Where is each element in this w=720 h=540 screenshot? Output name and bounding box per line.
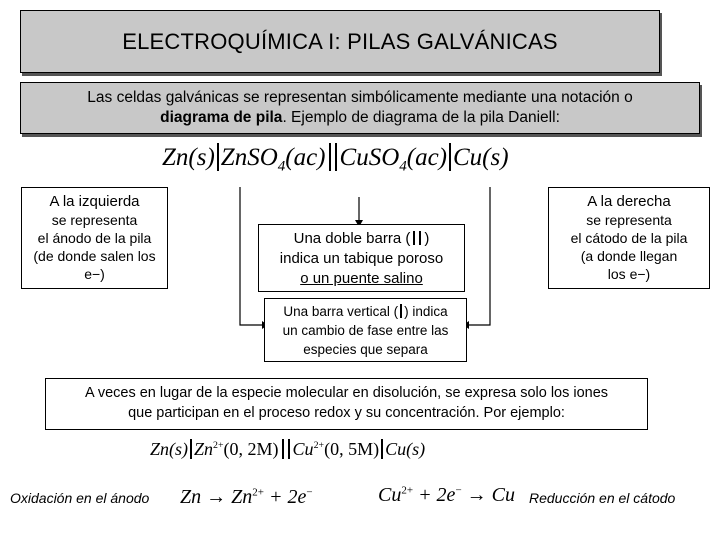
intro-bold: diagrama de pila xyxy=(160,109,283,126)
double-bar-box xyxy=(258,224,465,292)
right-line-3: el cátodo de la pila xyxy=(570,230,688,246)
phase-bar xyxy=(381,439,383,459)
intro-rest: . Ejemplo de diagrama de la pila Daniell: xyxy=(282,109,560,126)
eq-anode-state: (ac) xyxy=(285,144,326,171)
ex-charge: 2+ xyxy=(213,440,224,452)
red-electrons: + 2e xyxy=(413,484,456,506)
mid-line-3: o un puente salino xyxy=(300,270,423,287)
reduction-label: Reducción en el cátodo xyxy=(529,490,676,506)
double-bar-glyph xyxy=(413,231,421,245)
single-bar-glyph xyxy=(400,304,402,318)
ox-electrons: + 2e xyxy=(263,486,307,508)
title-text: ELECTROQUÍMICA I: PILAS GALVÁNICAS xyxy=(122,28,558,54)
low-line-2: un cambio de fase entre las xyxy=(282,323,449,338)
left-line-3: el ánodo de la pila xyxy=(37,230,152,246)
right-line-5: los e−) xyxy=(607,266,651,282)
double-bar xyxy=(282,439,290,459)
left-annotation-box xyxy=(21,187,168,289)
red-arrow: → xyxy=(461,484,492,506)
ox-charge: 2+ xyxy=(252,486,264,499)
right-line-4: (a donde llegan xyxy=(580,248,678,264)
low-line-1a: Una barra vertical ( xyxy=(283,304,399,319)
ox-electron-charge: − xyxy=(306,486,313,499)
reduction-equation xyxy=(378,484,515,507)
ex-anode-conc: (0, 2M) xyxy=(223,439,279,459)
mid-line-1a: Una doble barra ( xyxy=(293,230,411,247)
ox-rhs: Zn xyxy=(231,486,253,508)
oxidation-equation xyxy=(180,486,313,509)
left-line-1: A la izquierda xyxy=(49,193,140,210)
ox-lhs: Zn xyxy=(180,486,202,508)
eq-sub: 4 xyxy=(399,158,407,175)
low-line-1 xyxy=(265,302,466,321)
low-line-1b: ) indica xyxy=(404,304,448,319)
red-charge: 2+ xyxy=(401,484,414,497)
ex-cathode-metal: Cu(s) xyxy=(385,439,426,459)
eq-cathode-metal: Cu(s) xyxy=(453,144,509,171)
eq-anode-metal: Zn(s) xyxy=(162,144,215,171)
left-line-2: se representa xyxy=(51,212,138,228)
ex-charge: 2+ xyxy=(313,440,325,452)
ex-cathode-ion: Cu xyxy=(292,439,314,459)
note-box xyxy=(45,378,648,430)
left-line-5: e−) xyxy=(84,266,105,282)
intro-line-1: Las celdas galvánicas se representan simbólicamente mediante una notación o xyxy=(87,89,633,106)
eq-cathode-solution: CuSO xyxy=(339,144,400,171)
right-connector xyxy=(469,187,490,325)
right-line-2: se representa xyxy=(586,212,672,228)
phase-bar xyxy=(190,439,192,459)
right-annotation-box xyxy=(548,187,710,289)
ox-arrow: → xyxy=(206,486,227,508)
mid-line-2: indica un tabique poroso xyxy=(279,250,444,267)
eq-sub: 4 xyxy=(277,158,286,175)
note-line-2: que participan en el proceso redox y su concentración. Por ejemplo: xyxy=(128,405,565,421)
left-line-4: (de donde salen los xyxy=(33,248,156,264)
eq-anode-solution: ZnSO xyxy=(220,144,278,171)
ex-cathode-conc: (0, 5M) xyxy=(324,439,380,459)
ex-anode-ion: Zn xyxy=(194,439,214,459)
mid-line-1 xyxy=(259,229,464,249)
mid-line-1b: ) xyxy=(424,230,430,247)
red-lhs: Cu xyxy=(378,484,402,506)
red-rhs: Cu xyxy=(491,484,515,506)
eq-cathode-state: (ac) xyxy=(406,144,447,171)
single-bar-box xyxy=(264,298,467,362)
red-electron-charge: − xyxy=(455,484,462,497)
ex-anode-metal: Zn(s) xyxy=(150,439,189,459)
low-line-3: especies que separa xyxy=(303,342,428,357)
oxidation-label: Oxidación en el ánodo xyxy=(10,490,150,506)
note-line-1: A veces en lugar de la especie molecular en disolución, se expresa solo los iones xyxy=(84,385,609,401)
right-line-1: A la derecha xyxy=(587,193,671,210)
example-cell-diagram xyxy=(150,439,425,460)
